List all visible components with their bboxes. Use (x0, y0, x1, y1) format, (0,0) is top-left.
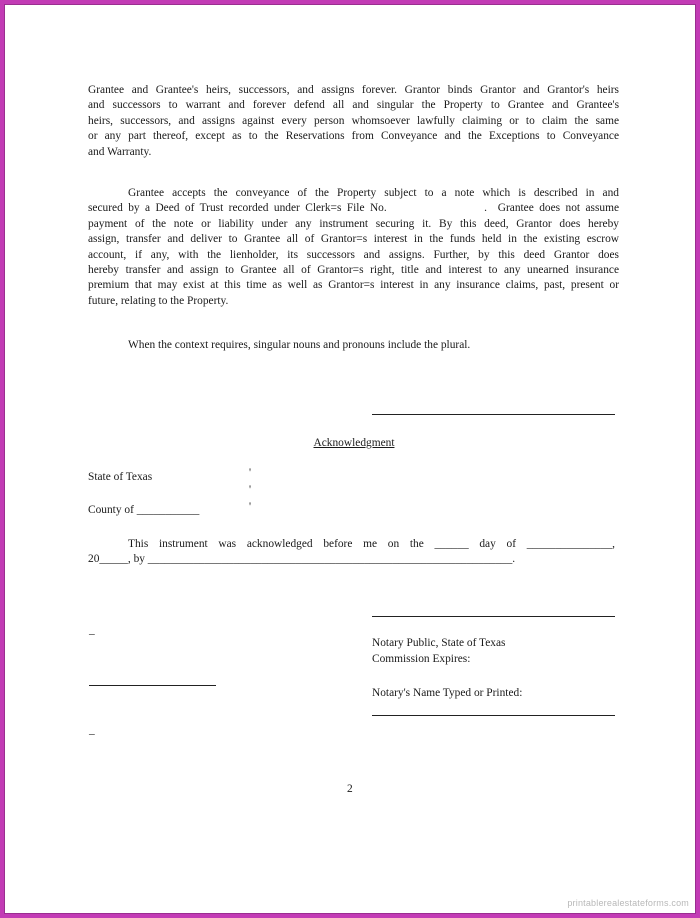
paragraph-line: and Warranty. (88, 145, 152, 158)
paragraph-line: and successors to warrant and forever defend all and singular the Property to Grantee and Grantee's (88, 99, 619, 112)
tick-mark: ' (249, 484, 252, 496)
paragraph-note (88, 186, 619, 309)
paragraph-plural: When the context requires, singular nouns and pronouns include the plural. (128, 339, 471, 351)
acknowledgment-line: This instrument was acknowledged before me on the ______ day of _______________, (128, 538, 615, 550)
notary-name-label: Notary's Name Typed or Printed: (372, 687, 523, 699)
dash-mark: _ (89, 624, 95, 636)
acknowledgment-title: Acknowledgment (313, 437, 395, 449)
commission-date-line (89, 685, 216, 686)
document-page (5, 5, 695, 913)
paragraph-warranty (88, 83, 619, 160)
watermark-text: printablerealestateforms.com (567, 897, 689, 908)
notary-public-label: Notary Public, State of Texas (372, 637, 506, 649)
paragraph-line: secured by a Deed of Trust recorded under Clerk=s File No. . Grantee does not assume (88, 202, 619, 215)
paragraph-line: premium that may exist at this time as well as Grantor=s interest in any insurance claims, past, present or (88, 279, 619, 292)
paragraph-line: payment of the note or liability under any instrument securing it. By this deed, Grantor does hereby (88, 217, 619, 230)
paragraph-line: or any part thereof, except as to the Reservations from Conveyance and the Exceptions to Conveyance (88, 130, 619, 143)
paragraph-line: future, relating to the Property. (88, 294, 229, 307)
paragraph-line: hereby transfer and assign to Grantee all of Grantor=s right, title and interest to any unearned insurance (88, 264, 619, 277)
commission-expires-label: Commission Expires: (372, 653, 471, 665)
county-label: County of ___________ (88, 504, 200, 516)
acknowledgment-line: 20_____, by ________________________________________________________________. (88, 553, 516, 566)
paragraph-line: Grantee and Grantee's heirs, successors, and assigns forever. Grantor binds Grantor and Grantor's heirs (88, 84, 619, 96)
page-number: 2 (347, 783, 353, 795)
notary-signature-line (372, 616, 615, 617)
paragraph-line: heirs, successors, and assigns against every person whomsoever lawfully claiming or to claim the same (88, 114, 619, 127)
tick-mark: ' (249, 467, 252, 479)
notary-name-line (372, 715, 615, 716)
tick-mark: ' (249, 501, 252, 513)
dash-mark: _ (89, 724, 95, 736)
paragraph-line: Grantee accepts the conveyance of the Property subject to a note which is described in and (128, 187, 619, 199)
paragraph-line: account, if any, with the lienholder, its successors and assigns. Further, by this deed Grantor does (88, 248, 619, 261)
grantor-signature-line (372, 414, 615, 415)
state-label: State of Texas (88, 471, 153, 483)
document-frame (4, 4, 696, 914)
paragraph-line: assign, transfer and deliver to Grantee all of Grantor=s interest in the funds held in the existing escrow (88, 233, 619, 246)
acknowledgment-statement (88, 537, 615, 568)
